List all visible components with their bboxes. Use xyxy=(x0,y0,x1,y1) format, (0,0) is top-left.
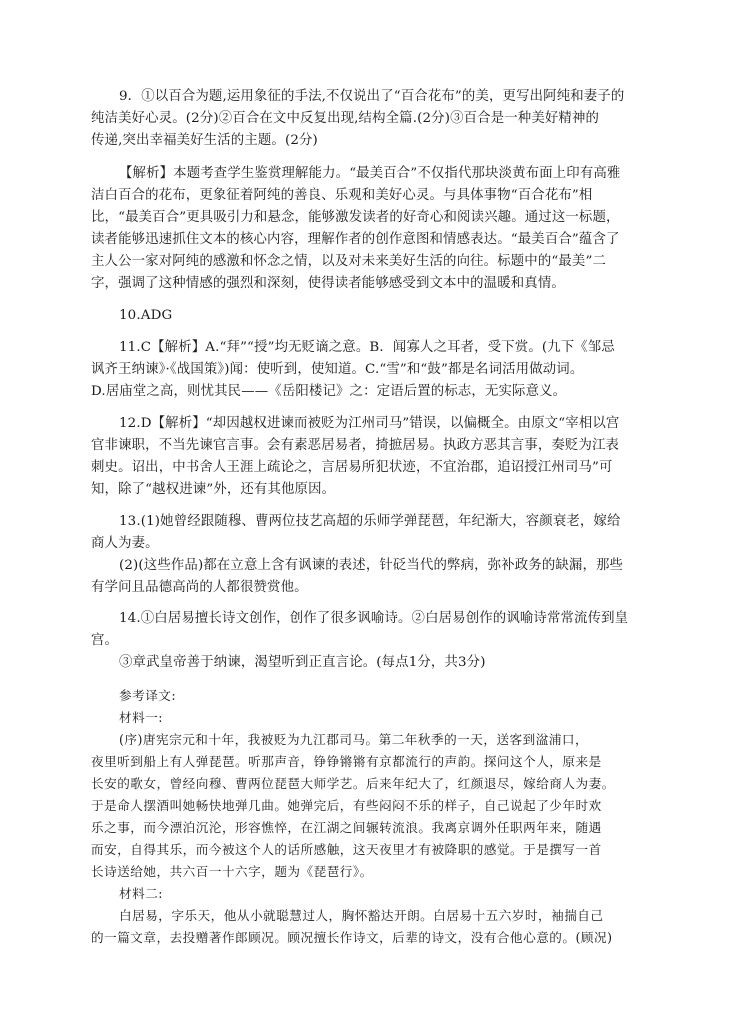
text-line: 知，除了“越权进谏”外，还有其他原因。 xyxy=(91,482,336,497)
text-line: 比，“最美百合”更具吸引力和悬念，能够激发读者的好奇心和阅读兴趣。通过这一标题， xyxy=(91,210,620,225)
text-line: 的一篇文章，去投赠著作郎顾况。顾况擅长作诗文，后辈的诗文，没有合他心意的。(顾况) xyxy=(91,930,613,945)
text-line: 有学问且品德高尚的人都很赞赏他。 xyxy=(91,580,308,595)
text-line: 字，强调了这种情感的强烈和深刻，使得读者能够感受到文本中的温暖和真情。 xyxy=(91,276,565,291)
text-line: 宫。 xyxy=(91,633,119,648)
text-line: 讽齐王纳谏》·《战国策》)闻：使听到，使知道。C.“雪”和“鼓”都是名词活用做动词。 xyxy=(91,362,584,377)
text-line: D.居庙堂之高，则忧其民——《岳阳楼记》之：定语后置的标志，无实际意义。 xyxy=(91,384,567,399)
text-line: 13.(1)她曾经跟随穆、曹两位技艺高超的乐师学弹琵琶，年纪渐大，容颜衰老，嫁给 xyxy=(119,514,621,529)
text-line: 夜里听到船上有人弹琵琶。听那声音，铮铮锵锵有京都流行的声韵。探问这个人，原来是 xyxy=(91,754,602,769)
text-line: 11.C【解析】A.“拜”“授”均无贬谪之意。B．闻寡人之耳者，受下赏。(九下《邹忌 xyxy=(119,340,615,355)
text-line: 参考译文: xyxy=(119,688,177,703)
text-line: 读者能够迅速抓住文本的核心内容，理解作者的创作意图和情感表达。“最美百合”蕴含了 xyxy=(91,232,620,247)
text-line: 【解析】本题考查学生鉴赏理解能力。“最美百合”不仅指代那块淡黄布面上印有高雅 xyxy=(119,166,621,181)
text-line: 而安，自得其乐，而今被这个人的话所感触，这天夜里才有被降职的感觉。于是撰写一首 xyxy=(91,842,602,857)
text-line: 纯洁美好心灵。(2分)②百合在文中反复出现,结构全篇.(2分)③百合是一种美好精神的 xyxy=(91,111,600,126)
text-line: 9．①以百合为题,运用象征的手法,不仅说出了“百合花布”的美，更写出阿纯和妻子的 xyxy=(119,89,625,104)
text-line: 官非谏职，不当先谏官言事。会有素恶居易者，掎摭居易。执政方恶其言事，奏贬为江表 xyxy=(91,438,620,453)
text-line: 商人为妻。 xyxy=(91,536,159,551)
text-line: 长诗送给她，共六百一十六字，题为《琵琶行》。 xyxy=(91,864,373,879)
text-line: 刺史。诏出，中书舍人王涯上疏论之，言居易所犯状迹，不宜治郡，追诏授江州司马”可 xyxy=(91,460,613,475)
text-line: 长安的歌女，曾经向穆、曹两位琵琶大师学艺。后来年纪大了，红颜退尽，嫁给商人为妻。 xyxy=(91,776,615,791)
text-line: ③章武皇帝善于纳谏，渴望听到正直言论。(每点1分，共3分) xyxy=(119,655,486,670)
text-line: 材料一: xyxy=(119,710,164,725)
text-line: 10.ADG xyxy=(119,308,173,323)
text-line: 材料二: xyxy=(119,886,164,901)
text-line: 主人公一家对阿纯的感激和怀念之情，以及对未来美好生活的向往。标题中的“最美”二 xyxy=(91,254,606,269)
text-line: 传递,突出幸福美好生活的主题。(2分) xyxy=(91,133,318,148)
text-line: 白居易，字乐天，他从小就聪慧过人，胸怀豁达开朗。白居易十五六岁时，袖揣自己 xyxy=(119,908,604,923)
text-line: 洁白百合的花布，更象征着阿纯的善良、乐观和美好心灵。与具体事物“百合花布”相 xyxy=(91,188,593,203)
text-line: 乐之事，而今漂泊沉沦，形容憔悴，在江湖之间辗转流浪。我离京调外任职两年来，随遇 xyxy=(91,820,602,835)
text-line: (2)(这些作品)都在立意上含有讽谏的表述，针砭当代的弊病，弥补政务的缺漏，那些 xyxy=(119,558,624,573)
text-line: 14.①白居易擅长诗文创作，创作了很多讽喻诗。②白居易创作的讽喻诗常常流传到皇 xyxy=(119,611,629,626)
text-line: (序)唐宪宗元和十年，我被贬为九江郡司马。第二年秋季的一天，送客到湓浦口， xyxy=(119,732,589,747)
text-line: 于是命人摆酒叫她畅快地弹几曲。她弹完后，有些闷闷不乐的样子，自己说起了少年时欢 xyxy=(91,798,602,813)
text-line: 12.D【解析】“却因越权进谏而被贬为江州司马”错误，以偏概全。由原文“宰相以宫 xyxy=(119,416,620,431)
